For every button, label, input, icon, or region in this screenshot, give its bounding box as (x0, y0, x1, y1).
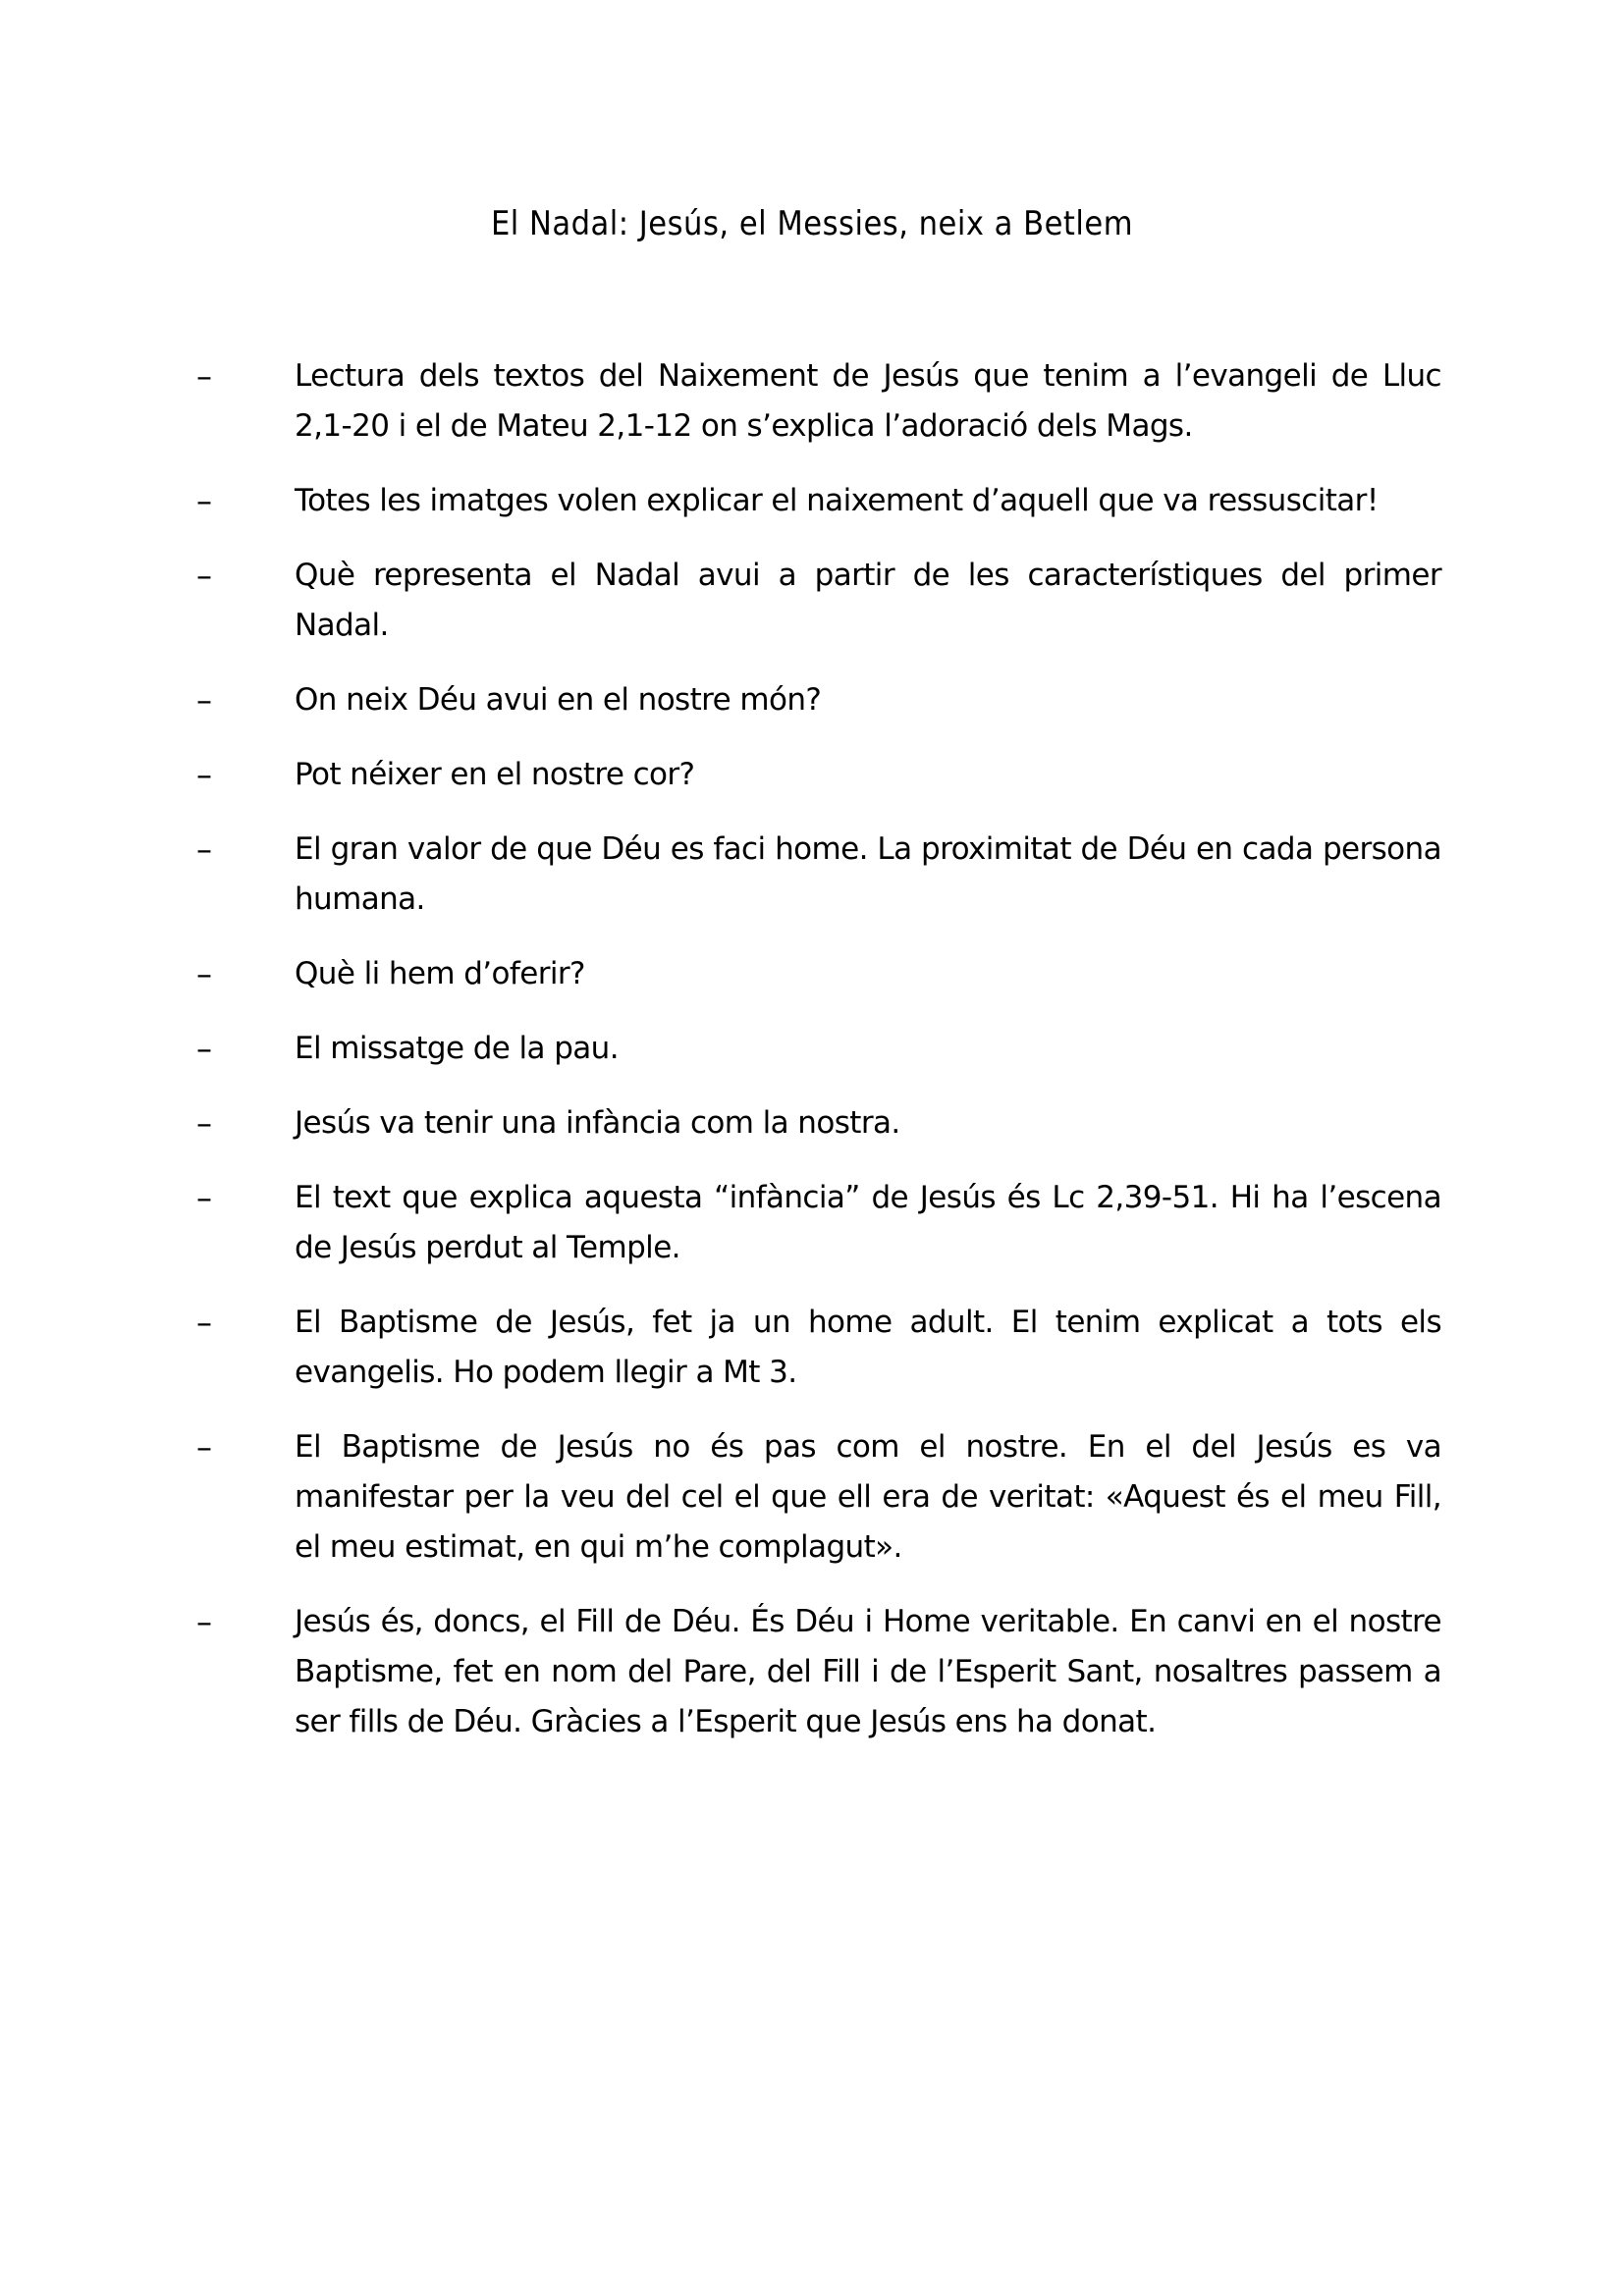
list-item (196, 825, 1441, 925)
list-item-text: Lectura dels textos del Naixement de Jesús que tenim a l’evangeli de Lluc 2,1-20 i el de Mateu 2,1-12 on s’explica l’adoració dels Mags. (295, 358, 1441, 444)
list-item (196, 551, 1441, 651)
list-item (196, 1024, 1441, 1074)
list-item (196, 1098, 1441, 1148)
dash-bullet-icon: – (196, 955, 212, 992)
list-item-text: On neix Déu avui en el nostre món? (295, 682, 822, 718)
list-item-text: El text que explica aquesta “infància” de Jesús és Lc 2,39-51. Hi ha l’escena de Jesús perdut al Temple. (295, 1180, 1441, 1265)
list-item-text: Jesús va tenir una infància com la nostra. (295, 1105, 900, 1141)
dash-bullet-icon: – (196, 1603, 212, 1640)
list-item (196, 949, 1441, 999)
list-item-text: Què li hem d’oferir? (295, 956, 585, 991)
list-item-text: Què representa el Nadal avui a partir de les característiques del primer Nadal. (295, 558, 1441, 643)
list-item (196, 750, 1441, 800)
list-item-text: El Baptisme de Jesús no és pas com el nostre. En el del Jesús es va manifestar per la veu del cel el que ell era de veritat: «Aquest és el meu Fill, el meu estimat, en qui m’he complagut». (295, 1429, 1441, 1565)
dash-bullet-icon: – (196, 1179, 212, 1216)
list-item-text: El missatge de la pau. (295, 1031, 619, 1066)
bullet-list (196, 351, 1441, 1772)
dash-bullet-icon: – (196, 1030, 212, 1067)
dash-bullet-icon: – (196, 681, 212, 719)
list-item (196, 675, 1441, 725)
dash-bullet-icon: – (196, 756, 212, 793)
dash-bullet-icon: – (196, 1104, 212, 1142)
list-item-text: Jesús és, doncs, el Fill de Déu. És Déu i Home veritable. En canvi en el nostre Baptisme, fet en nom del Pare, del Fill i de l’Esperit Sant, nosaltres passem a ser fills de Déu. Gràcies a l’Esperit que Jesús ens ha donat. (295, 1604, 1441, 1739)
dash-bullet-icon: – (196, 830, 212, 868)
dash-bullet-icon: – (196, 482, 212, 519)
dash-bullet-icon: – (196, 557, 212, 594)
dash-bullet-icon: – (196, 1428, 212, 1466)
list-item (196, 1597, 1441, 1747)
list-item (196, 351, 1441, 452)
list-item (196, 1422, 1441, 1573)
list-item (196, 1298, 1441, 1398)
list-item-text: El gran valor de que Déu es faci home. La proximitat de Déu en cada persona humana. (295, 831, 1441, 917)
list-item-text: Pot néixer en el nostre cor? (295, 757, 695, 792)
list-item (196, 476, 1441, 526)
list-item (196, 1173, 1441, 1273)
dash-bullet-icon: – (196, 1304, 212, 1341)
list-item-text: El Baptisme de Jesús, fet ja un home adult. El tenim explicat a tots els evangelis. Ho podem llegir a Mt 3. (295, 1305, 1441, 1390)
list-item-text: Totes les imatges volen explicar el naixement d’aquell que va ressuscitar! (295, 483, 1379, 518)
document-title: El Nadal: Jesús, el Messies, neix a Betlem (490, 204, 1134, 243)
dash-bullet-icon: – (196, 357, 212, 395)
